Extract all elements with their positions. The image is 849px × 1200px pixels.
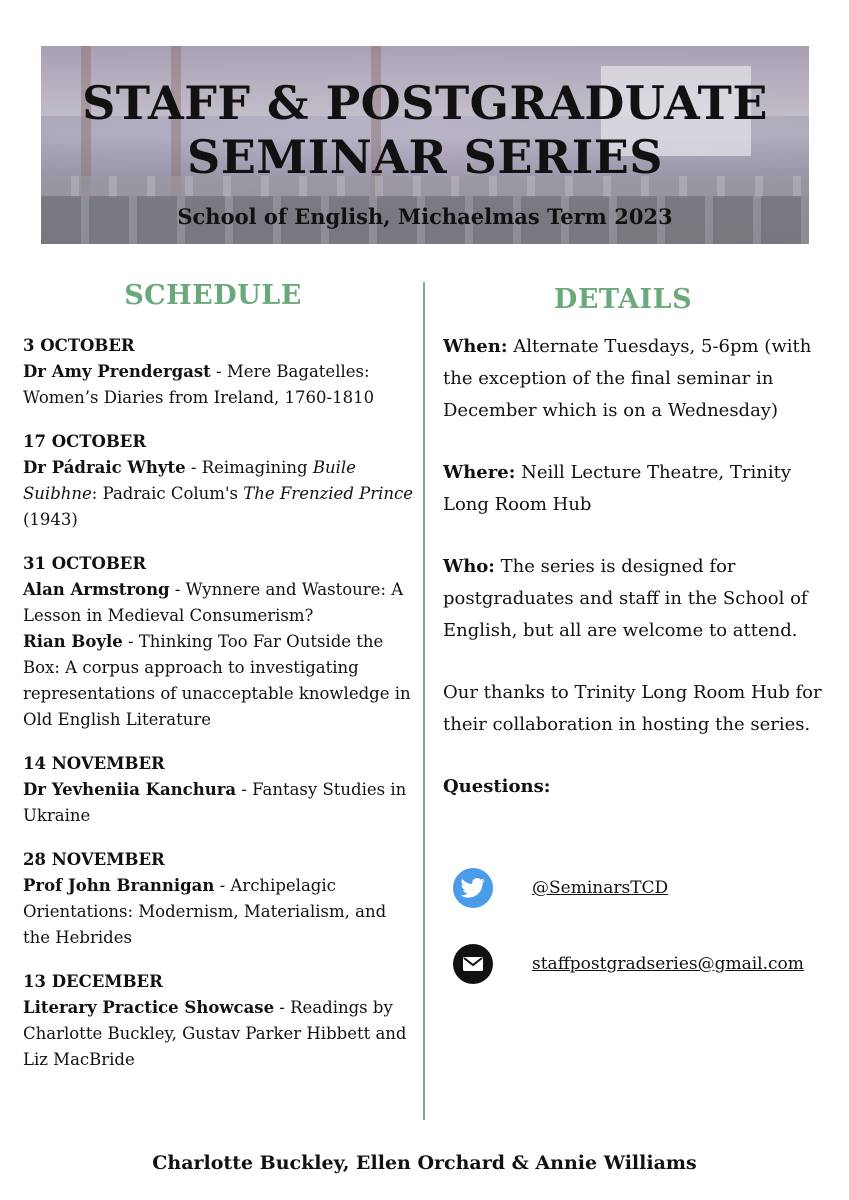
schedule-entry [23, 429, 415, 533]
page-title [41, 76, 809, 184]
envelope-icon [453, 944, 493, 984]
twitter-contact [453, 868, 669, 908]
entry-speaker: Rian Boyle [23, 632, 123, 651]
twitter-bird-icon [453, 868, 493, 908]
who-label: Who: [443, 556, 495, 577]
who-text: The series is designed for postgraduates and staff in the School of English, but all are welcome to attend. [443, 556, 808, 641]
email-link[interactable]: staffpostgradseries@gmail.com [532, 954, 804, 974]
entry-speaker: Literary Practice Showcase [23, 998, 275, 1017]
schedule-entry [23, 551, 415, 733]
email-contact [453, 944, 804, 984]
thanks-paragraph: Our thanks to Trinity Long Room Hub for their collaboration in hosting the series. [443, 682, 822, 735]
who-paragraph [443, 551, 823, 647]
entry-title: - Mere Bagatelles: Women’s Diaries from Ireland, 1760-1810 [23, 362, 375, 407]
entry-date: 17 OCTOBER [23, 432, 147, 451]
entry-date: 14 NOVEMBER [23, 754, 165, 773]
schedule-list [23, 333, 415, 1091]
questions-label: Questions: [443, 776, 551, 797]
entry-title-italic: Buile Suibhne [23, 458, 356, 503]
entry-date: 31 OCTOBER [23, 554, 147, 573]
where-text: Neill Lecture Theatre, Trinity Long Room Hub [443, 462, 791, 515]
questions-paragraph [443, 771, 823, 803]
entry-speaker: Alan Armstrong [23, 580, 170, 599]
entry-date: 28 NOVEMBER [23, 850, 165, 869]
entry-speaker: Prof John Brannigan [23, 876, 215, 895]
schedule-heading: SCHEDULE [124, 280, 302, 311]
twitter-handle-link[interactable]: @SeminarsTCD [532, 878, 669, 898]
entry-title: - Fantasy Studies in Ukraine [23, 780, 407, 825]
title-line-2: SEMINAR SERIES [186, 130, 663, 184]
when-label: When: [443, 336, 508, 357]
schedule-entry [23, 751, 415, 829]
entry-speaker: Dr Amy Prendergast [23, 362, 211, 381]
schedule-entry [23, 969, 415, 1073]
entry-title: - Archipelagic Orientations: Modernism, Materialism, and the Hebrides [23, 876, 387, 947]
entry-title: - Readings by Charlotte Buckley, Gustav Parker Hibbett and Liz MacBride [23, 998, 407, 1069]
where-paragraph [443, 457, 823, 521]
page-subtitle: School of English, Michaelmas Term 2023 [177, 204, 673, 229]
column-divider [423, 282, 425, 1120]
schedule-entry [23, 333, 415, 411]
entry-speaker: Dr Yevheniia Kanchura [23, 780, 237, 799]
where-label: Where: [443, 462, 516, 483]
when-text: Alternate Tuesdays, 5-6pm (with the exception of the final seminar in December which is on a Wednesday) [443, 336, 812, 421]
entry-title: - Wynnere and Wastoure: A Lesson in Medieval Consumerism? [23, 580, 404, 625]
entry-title: - Reimagining [185, 458, 313, 477]
entry-title: (1943) [23, 510, 78, 529]
entry-date: 13 DECEMBER [23, 972, 163, 991]
header-banner [41, 46, 809, 244]
entry-title-italic: The Frenzied Prince [243, 484, 414, 503]
details-section [443, 331, 823, 833]
details-heading: DETAILS [553, 284, 693, 315]
entry-date: 3 OCTOBER [23, 336, 135, 355]
title-line-1: STAFF & POSTGRADUATE [82, 76, 768, 130]
when-paragraph [443, 331, 823, 427]
schedule-entry [23, 847, 415, 951]
organisers-footer: Charlotte Buckley, Ellen Orchard & Annie Williams [152, 1152, 697, 1174]
entry-title: - Thinking Too Far Outside the Box: A corpus approach to investigating representations of unacceptable knowledge in Old English Literature [23, 632, 411, 729]
entry-title: : Padraic Colum's [91, 484, 244, 503]
entry-speaker: Dr Pádraic Whyte [23, 458, 186, 477]
